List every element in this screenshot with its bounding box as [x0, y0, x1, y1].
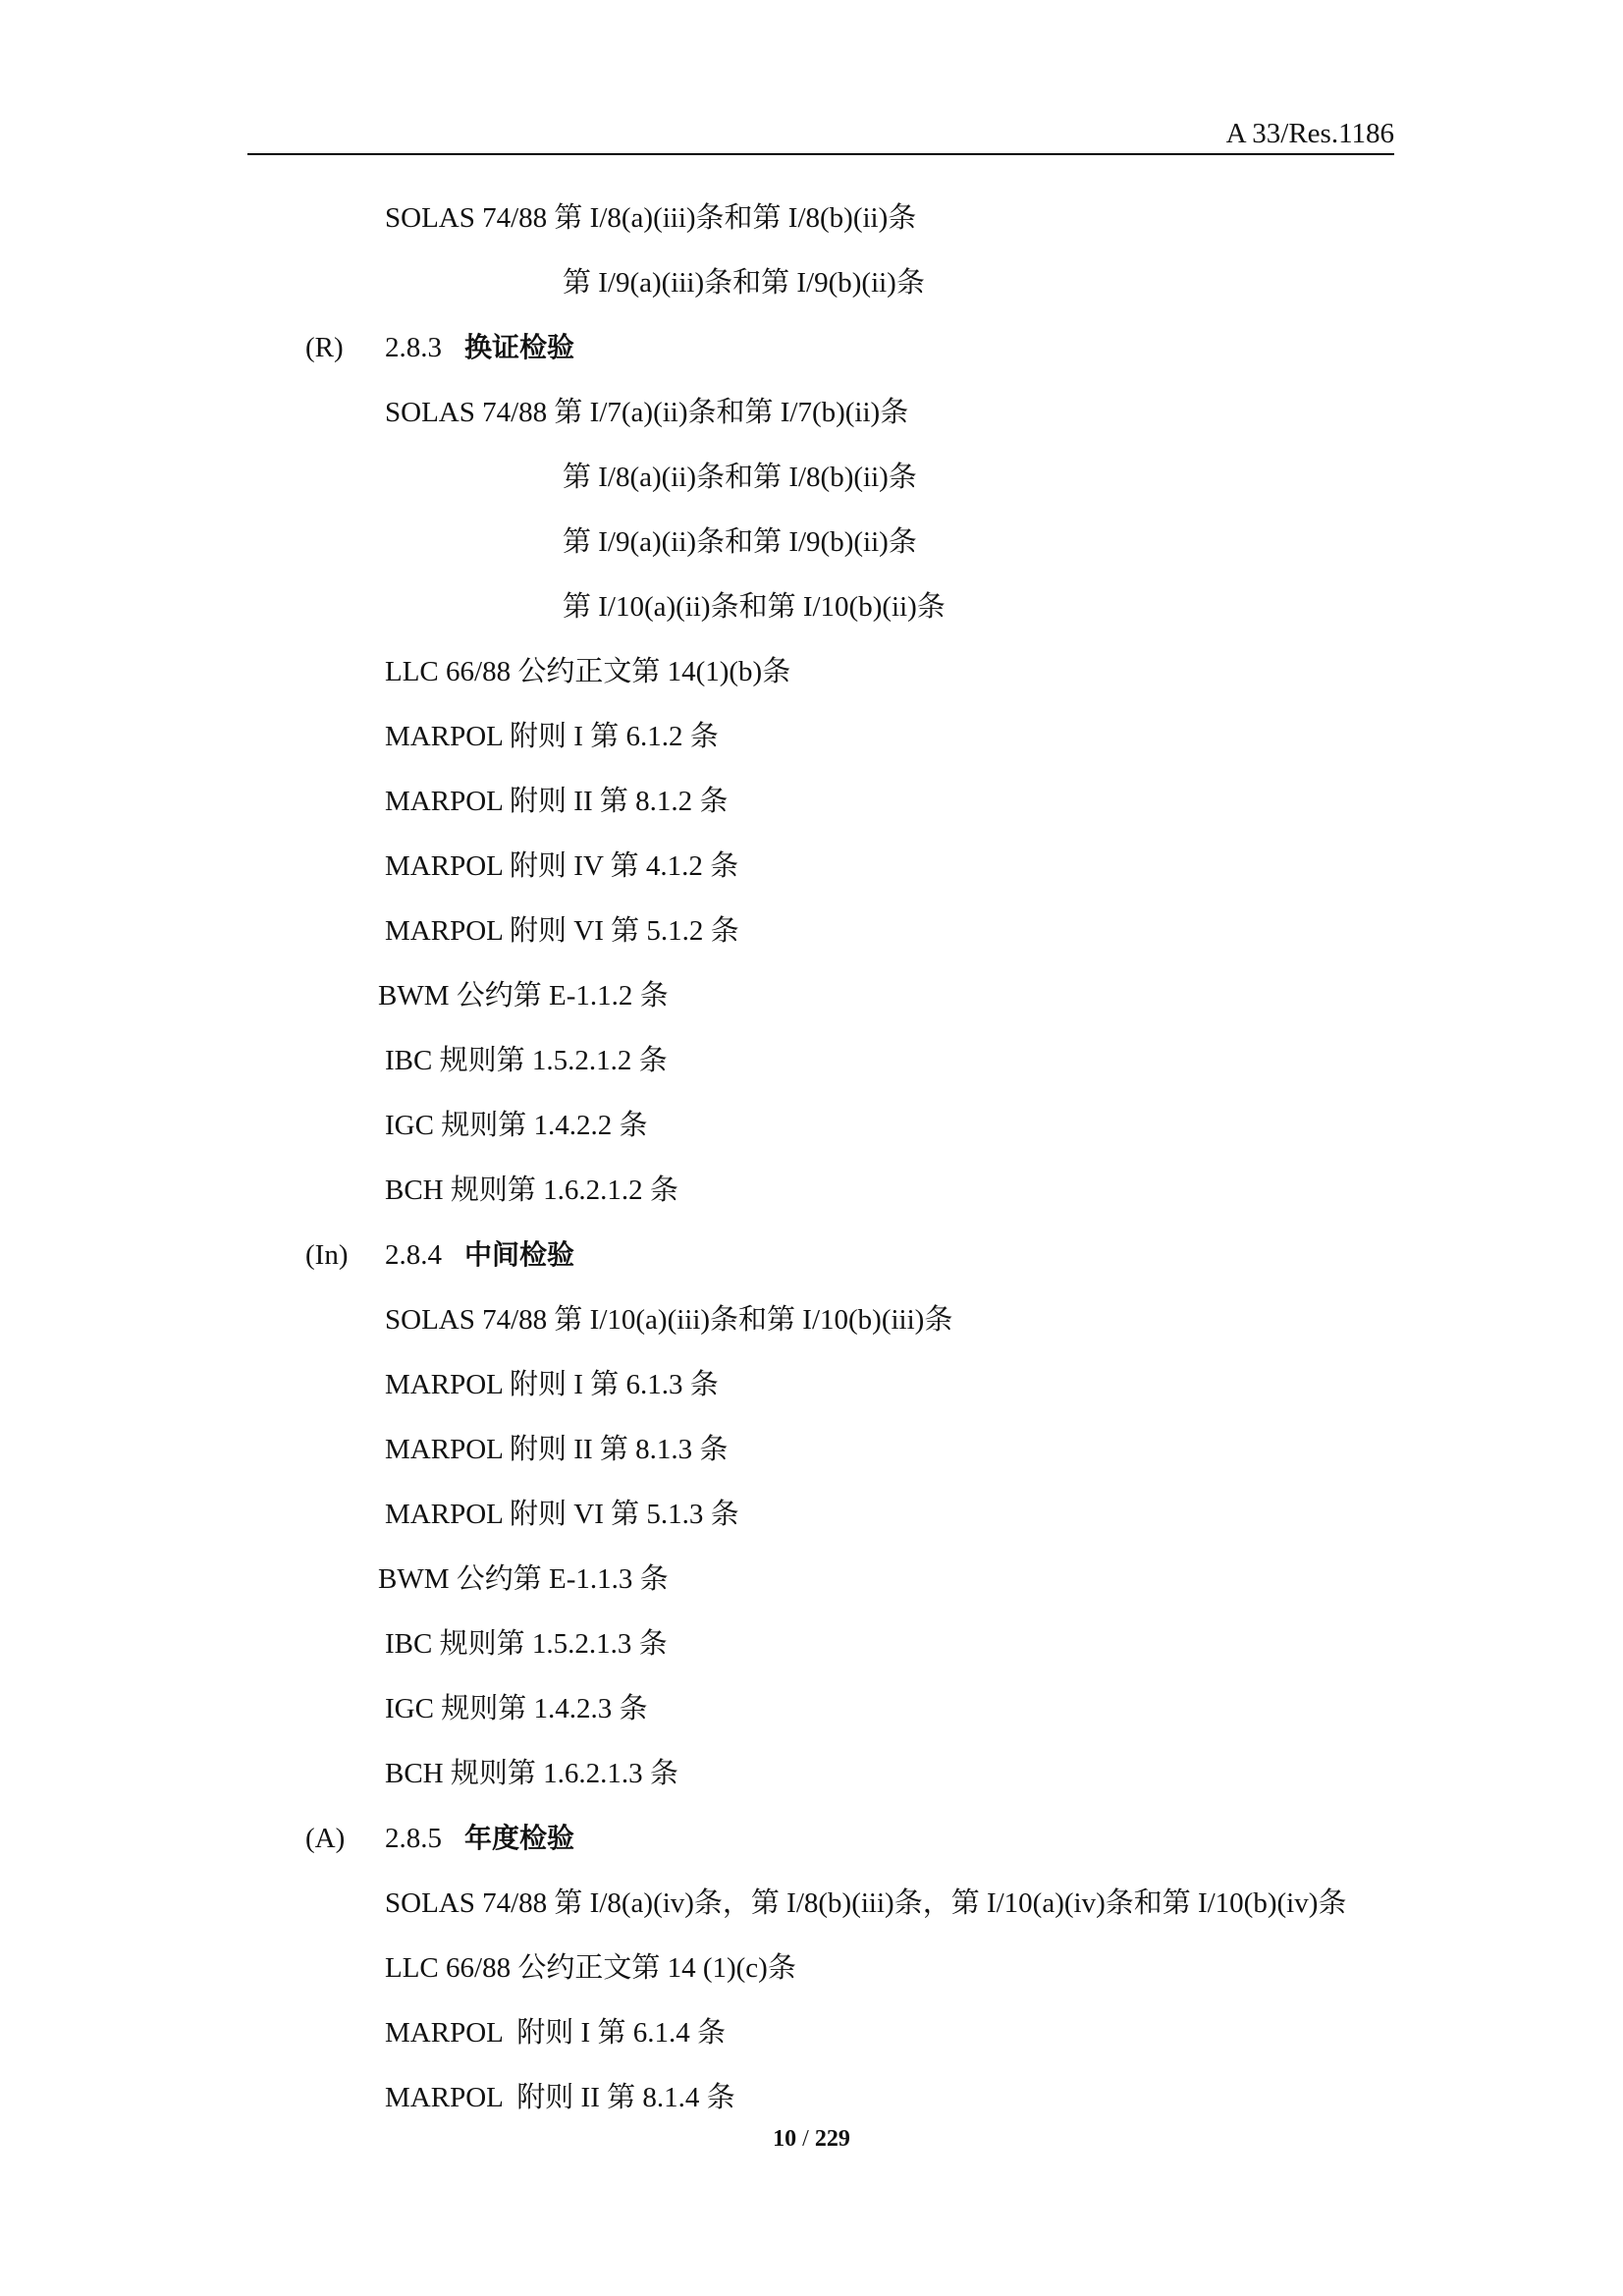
survey-type-marker: (A)	[305, 1823, 346, 1854]
reference-line: SOLAS 74/88 第 I/8(a)(iv)条，第 I/8(b)(iii)条，第 I/10(a)(iv)条和第 I/10(b)(iv)条	[385, 1887, 1347, 1919]
reference-line: IBC 规则第 1.5.2.1.2 条	[385, 1045, 668, 1076]
reference-line: SOLAS 74/88 第 I/7(a)(ii)条和第 I/7(b)(ii)条	[385, 397, 909, 428]
reference-line: LLC 66/88 公约正文第 14 (1)(c)条	[385, 1952, 796, 1984]
reference-line: MARPOL 附则 II 第 8.1.3 条	[385, 1434, 729, 1465]
header-divider	[247, 153, 1394, 155]
reference-line: BCH 规则第 1.6.2.1.2 条	[385, 1175, 678, 1206]
reference-line: IBC 规则第 1.5.2.1.3 条	[385, 1628, 668, 1660]
reference-line: 第 I/9(a)(iii)条和第 I/9(b)(ii)条	[563, 267, 925, 299]
reference-line: BWM 公约第 E-1.1.3 条	[378, 1563, 669, 1595]
reference-line: LLC 66/88 公约正文第 14(1)(b)条	[385, 656, 791, 687]
section-title: 年度检验	[464, 1822, 575, 1854]
reference-line: SOLAS 74/88 第 I/8(a)(iii)条和第 I/8(b)(ii)条	[385, 202, 917, 234]
section-number: 2.8.3	[385, 332, 442, 363]
reference-line: 第 I/9(a)(ii)条和第 I/9(b)(ii)条	[563, 526, 917, 558]
document-code: A 33/Res.1186	[1225, 118, 1394, 149]
reference-line: MARPOL 附则 VI 第 5.1.2 条	[385, 915, 739, 947]
page-separator: /	[802, 2126, 809, 2152]
page-current: 10	[773, 2126, 797, 2152]
survey-type-marker: (R)	[305, 332, 344, 363]
reference-line: IGC 规则第 1.4.2.3 条	[385, 1693, 648, 1724]
reference-line: SOLAS 74/88 第 I/10(a)(iii)条和第 I/10(b)(iii)条	[385, 1304, 953, 1336]
reference-line: MARPOL 附则 II 第 8.1.2 条	[385, 786, 729, 817]
reference-line: 第 I/8(a)(ii)条和第 I/8(b)(ii)条	[563, 462, 917, 493]
reference-line: MARPOL 附则 IV 第 4.1.2 条	[385, 850, 739, 882]
page-footer	[0, 2124, 1623, 2154]
reference-line: MARPOL 附则 I 第 6.1.4 条	[385, 2017, 726, 2049]
reference-line: MARPOL 附则 I 第 6.1.2 条	[385, 721, 719, 752]
survey-type-marker: (In)	[305, 1239, 349, 1271]
reference-line: 第 I/10(a)(ii)条和第 I/10(b)(ii)条	[563, 591, 946, 623]
section-title: 中间检验	[464, 1238, 575, 1271]
section-number: 2.8.5	[385, 1823, 442, 1854]
page-total: 229	[814, 2126, 850, 2152]
reference-line: MARPOL 附则 II 第 8.1.4 条	[385, 2082, 735, 2113]
reference-line: IGC 规则第 1.4.2.2 条	[385, 1110, 648, 1141]
section-number: 2.8.4	[385, 1239, 442, 1271]
reference-line: MARPOL 附则 I 第 6.1.3 条	[385, 1369, 719, 1400]
section-title: 换证检验	[464, 331, 575, 363]
reference-line: BCH 规则第 1.6.2.1.3 条	[385, 1758, 678, 1789]
reference-line: MARPOL 附则 VI 第 5.1.3 条	[385, 1499, 739, 1530]
reference-line: BWM 公约第 E-1.1.2 条	[378, 980, 669, 1011]
